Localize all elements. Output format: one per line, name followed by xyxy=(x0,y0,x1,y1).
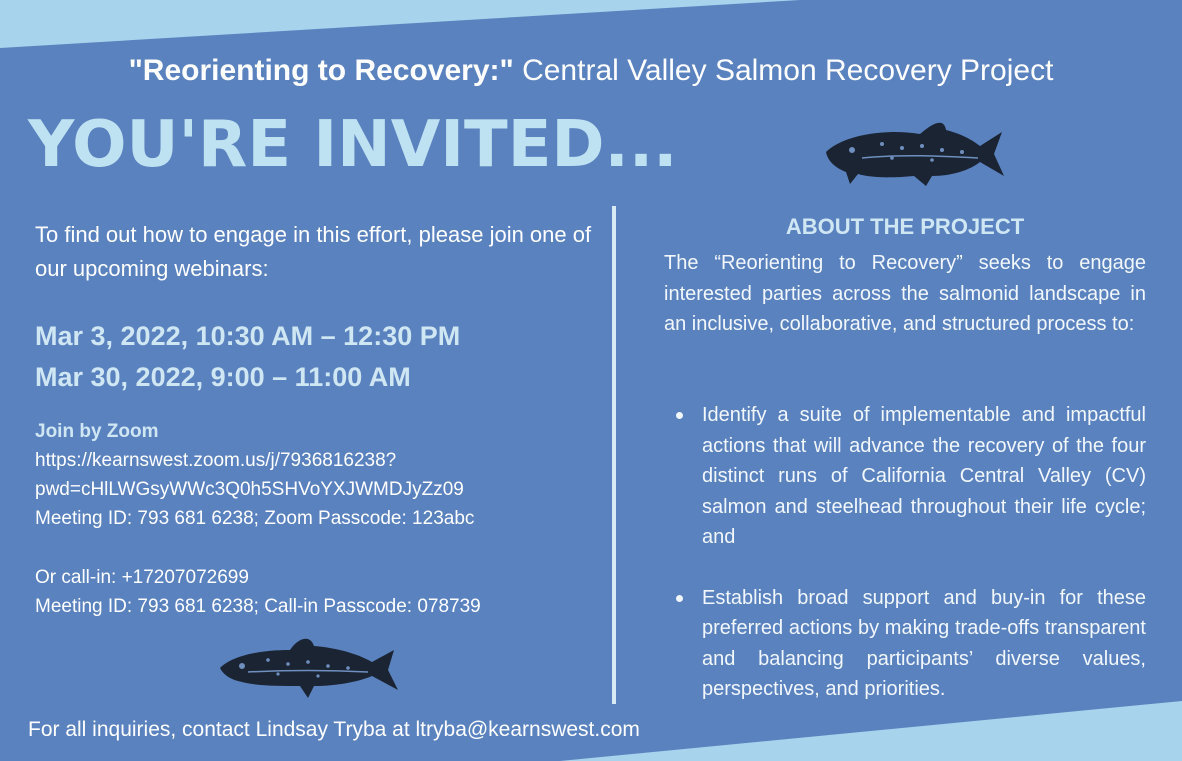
column-divider xyxy=(612,206,616,704)
date-item: Mar 3, 2022, 10:30 AM – 12:30 PM xyxy=(35,321,461,351)
title-bold: "Reorienting to Recovery:" xyxy=(128,54,514,87)
callin-meeting-id: Meeting ID: 793 681 6238; Call-in Passcode: 078739 xyxy=(35,596,481,617)
about-heading: ABOUT THE PROJECT xyxy=(785,214,1025,239)
zoom-heading: Join by Zoom xyxy=(35,421,159,442)
invite-heading: YOU'RE INVITED... xyxy=(28,108,678,182)
zoom-info xyxy=(35,417,474,533)
list-item-text: Establish broad support and buy-in for these preferred actions by making trade-offs transparent and balancing participants’ diverse values, perspectives, and priorities. xyxy=(702,586,1146,700)
list-item xyxy=(664,583,1146,705)
zoom-link[interactable]: https://kearnswest.zoom.us/j/7936816238? xyxy=(35,450,397,471)
top-corner-decoration xyxy=(0,0,1182,60)
zoom-meeting-id: Meeting ID: 793 681 6238; Zoom Passcode: 123abc xyxy=(35,508,475,529)
goals-list xyxy=(664,400,1146,735)
bullet-icon xyxy=(676,412,683,419)
callin-info xyxy=(35,563,481,621)
bullet-icon xyxy=(676,595,683,602)
footer-contact: For all inquiries, contact Lindsay Tryba at ltryba@kearnswest.com xyxy=(28,718,640,741)
callin-number: Or call-in: +17207072699 xyxy=(35,567,249,588)
webinar-dates xyxy=(35,316,460,398)
zoom-link-continued[interactable]: pwd=cHlLWGsyWWc3Q0h5SHVoYXJWMDJyZz09 xyxy=(35,479,464,500)
date-item: Mar 30, 2022, 9:00 – 11:00 AM xyxy=(35,362,411,392)
trout-icon xyxy=(218,632,400,702)
about-text: The “Reorienting to Recovery” seeks to engage interested parties across the salmonid landscape in an inclusive, collaborative, and structured process to: xyxy=(664,252,1146,335)
title-rest: Central Valley Salmon Recovery Project xyxy=(513,54,1054,87)
salmon-icon xyxy=(822,118,1004,188)
list-item-text: Identify a suite of implementable and impactful actions that will advance the recovery of the four distinct runs of California Central Valley (CV) salmon and steelhead throughout their life cycle; and xyxy=(702,404,1146,548)
page-title xyxy=(0,54,1182,88)
list-item xyxy=(664,400,1146,553)
intro-text: To find out how to engage in this effort, please join one of our upcoming webinars: xyxy=(35,222,592,281)
